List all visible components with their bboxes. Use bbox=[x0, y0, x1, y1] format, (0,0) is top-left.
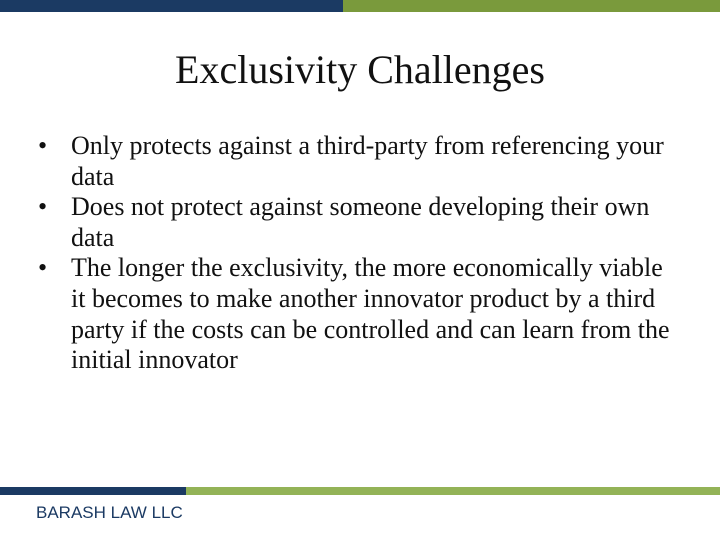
header-bar-green bbox=[343, 0, 720, 12]
bullet-text: Does not protect against someone developing their own data bbox=[71, 192, 650, 252]
bullet-text: The longer the exclusivity, the more economically viable it becomes to make another innovator product by a third party if the costs can be controlled and can learn from the initial innovator bbox=[71, 253, 670, 375]
bullet-item bbox=[38, 253, 678, 375]
bullet-text: Only protects against a third-party from referencing your data bbox=[71, 131, 664, 191]
bullet-item bbox=[38, 192, 678, 253]
header-bar-navy bbox=[0, 0, 343, 12]
bullet-item bbox=[38, 131, 678, 192]
footer-company-name: BARASH LAW LLC bbox=[36, 503, 183, 522]
footer-bar-green bbox=[186, 487, 720, 495]
slide-title: Exclusivity Challenges bbox=[175, 47, 545, 92]
bullet-marker: • bbox=[38, 253, 48, 283]
bullet-list bbox=[38, 131, 678, 376]
bullet-marker: • bbox=[38, 131, 48, 160]
bullet-marker: • bbox=[38, 192, 48, 222]
footer-bar-navy bbox=[0, 487, 186, 495]
